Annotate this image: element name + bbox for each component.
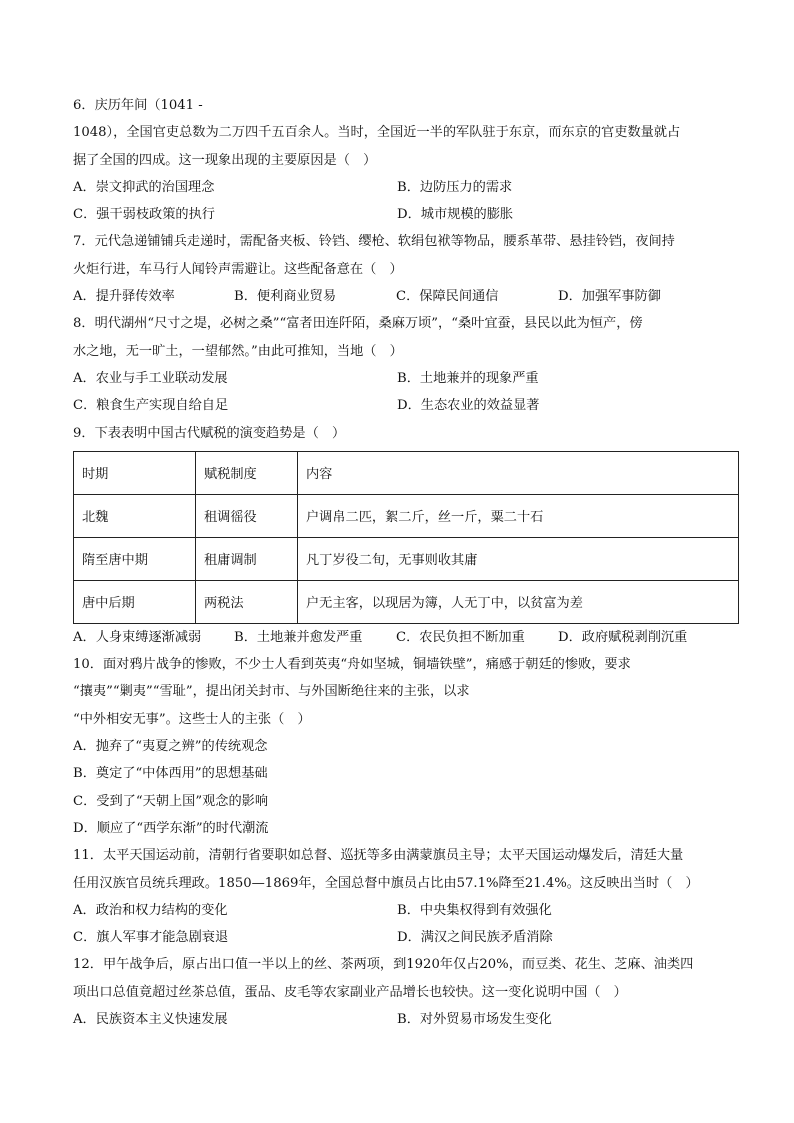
options-row bbox=[73, 201, 735, 228]
option-a[interactable]: A．农业与手工业联动发展 bbox=[73, 370, 228, 386]
option-a[interactable]: A．提升驿传效率 bbox=[73, 289, 175, 305]
table-cell: 户调帛二匹，絮二斤，丝一斤，粟二十石 bbox=[298, 494, 739, 537]
question-8 bbox=[73, 310, 735, 419]
option-c[interactable]: C．保障民间通信 bbox=[396, 289, 499, 305]
option-a[interactable]: A．人身束缚逐渐减弱 bbox=[73, 629, 202, 645]
question-9 bbox=[73, 420, 735, 652]
table-cell: 北魏 bbox=[74, 494, 196, 537]
option-c[interactable]: C．受到了“天朝上国”观念的影响 bbox=[73, 793, 269, 809]
options-row bbox=[73, 1006, 735, 1033]
question-stem-line: 8．明代湖州“尺寸之堤，必树之桑”“富者田连阡陌，桑麻万顷”，“桑叶宜蚕，县民以此为恒产，傍 bbox=[73, 316, 643, 332]
question-stem-line: 9．下表表明中国古代赋税的演变趋势是（ ） bbox=[73, 425, 346, 441]
table-header-row bbox=[74, 451, 739, 494]
question-7 bbox=[73, 228, 735, 310]
question-stem-line: 12．甲午战争后，原占出口值一半以上的丝、茶两项，到1920年仅占20%，而豆类、花生、芝麻、油类四 bbox=[73, 957, 694, 973]
question-11 bbox=[73, 842, 735, 951]
tax-system-table bbox=[73, 451, 739, 624]
option-d[interactable]: D．满汉之间民族矛盾消除 bbox=[397, 930, 553, 946]
question-stem-line: “中外相安无事”。这些士人的主张（ ） bbox=[73, 711, 311, 727]
table-cell: 租调徭役 bbox=[196, 494, 298, 537]
question-stem-line: “攘夷”“剿夷”“雪耻”，提出闭关封市、与外国断绝往来的主张，以求 bbox=[73, 684, 470, 700]
option-d[interactable]: D．加强军事防御 bbox=[558, 289, 661, 305]
table-cell: 户无主客，以现居为簿，人无丁中，以贫富为差 bbox=[298, 580, 739, 623]
table-row bbox=[74, 494, 739, 537]
options-row bbox=[73, 392, 735, 419]
table-cell: 两税法 bbox=[196, 580, 298, 623]
question-stem-line: 水之地，无一旷土，一望郁然。”由此可推知，当地（ ） bbox=[73, 343, 403, 359]
exam-page bbox=[73, 92, 735, 1033]
option-b[interactable]: B．土地兼并愈发严重 bbox=[234, 629, 363, 645]
question-stem-line: 项出口总值竟超过丝茶总值，蛋品、皮毛等农家副业产品增长也较快。这一变化说明中国（ ） bbox=[73, 984, 627, 1000]
table-header-cell: 内容 bbox=[298, 451, 739, 494]
option-d[interactable]: D．城市规模的膨胀 bbox=[397, 207, 514, 223]
option-d[interactable]: D．生态农业的效益显著 bbox=[397, 398, 540, 414]
option-c[interactable]: C．农民负担不断加重 bbox=[396, 629, 525, 645]
table-row bbox=[74, 580, 739, 623]
option-c[interactable]: C．旗人军事才能急剧衰退 bbox=[73, 930, 229, 946]
table-cell: 隋至唐中期 bbox=[74, 537, 196, 580]
option-b[interactable]: B．便利商业贸易 bbox=[234, 289, 337, 305]
option-b[interactable]: B．奠定了“中体西用”的思想基础 bbox=[73, 766, 268, 782]
options-row bbox=[73, 283, 735, 310]
option-a[interactable]: A．崇文抑武的治国理念 bbox=[73, 179, 215, 195]
options-row bbox=[73, 924, 735, 951]
table-cell: 租庸调制 bbox=[196, 537, 298, 580]
question-12 bbox=[73, 951, 735, 1033]
question-10 bbox=[73, 651, 735, 842]
question-stem-line: 11．太平天国运动前，清朝行省要职如总督、巡抚等多由满蒙旗员主导；太平天国运动爆发后，清廷大量 bbox=[73, 848, 684, 864]
question-6 bbox=[73, 92, 735, 228]
option-a[interactable]: A．抛弃了“夷夏之辨”的传统观念 bbox=[73, 739, 268, 755]
option-b[interactable]: B．边防压力的需求 bbox=[397, 179, 513, 195]
table-row bbox=[74, 537, 739, 580]
option-c[interactable]: C．粮食生产实现自给自足 bbox=[73, 398, 229, 414]
options-row bbox=[73, 624, 735, 651]
question-stem-line: 据了全国的四成。这一现象出现的主要原因是（ ） bbox=[73, 152, 377, 168]
question-stem-line: 1048），全国官吏总数为二万四千五百余人。当时，全国近一半的军队驻于东京，而东京的官吏数量就占 bbox=[73, 125, 681, 141]
question-stem-line: 6．庆历年间（1041 - bbox=[73, 98, 203, 113]
table-header-cell: 赋税制度 bbox=[196, 451, 298, 494]
question-stem-line: 任用汉族官员统兵理政。1850—1869年，全国总督中旗员占比由57.1%降至21.4%。这反映出当时（ ） bbox=[73, 875, 699, 891]
options-row bbox=[73, 365, 735, 392]
option-b[interactable]: B．土地兼并的现象严重 bbox=[397, 370, 539, 386]
option-c[interactable]: C．强干弱枝政策的执行 bbox=[73, 207, 215, 223]
options-row bbox=[73, 897, 735, 924]
option-b[interactable]: B．对外贸易市场发生变化 bbox=[397, 1012, 552, 1028]
option-d[interactable]: D．顺应了“西学东渐”的时代潮流 bbox=[73, 820, 269, 836]
option-b[interactable]: B．中央集权得到有效强化 bbox=[397, 902, 552, 918]
table-cell: 唐中后期 bbox=[74, 580, 196, 623]
option-a[interactable]: A．政治和权力结构的变化 bbox=[73, 902, 228, 918]
options-row bbox=[73, 174, 735, 201]
table-cell: 凡丁岁役二旬，无事则收其庸 bbox=[298, 537, 739, 580]
table-header-cell: 时期 bbox=[74, 451, 196, 494]
option-d[interactable]: D．政府赋税剥削沉重 bbox=[558, 629, 688, 645]
question-stem-line: 7．元代急递铺铺兵走递时，需配备夹板、铃铛、缨枪、软绢包袱等物品，腰系革带、悬挂铃铛，夜间持 bbox=[73, 234, 675, 250]
question-stem-line: 火炬行进，车马行人闻铃声需避让。这些配备意在（ ） bbox=[73, 261, 403, 277]
question-stem-line: 10．面对鸦片战争的惨败，不少士人看到英夷“舟如坚城，铜墙铁壁”，痛感于朝廷的惨败，要求 bbox=[73, 657, 631, 673]
option-a[interactable]: A．民族资本主义快速发展 bbox=[73, 1012, 228, 1028]
